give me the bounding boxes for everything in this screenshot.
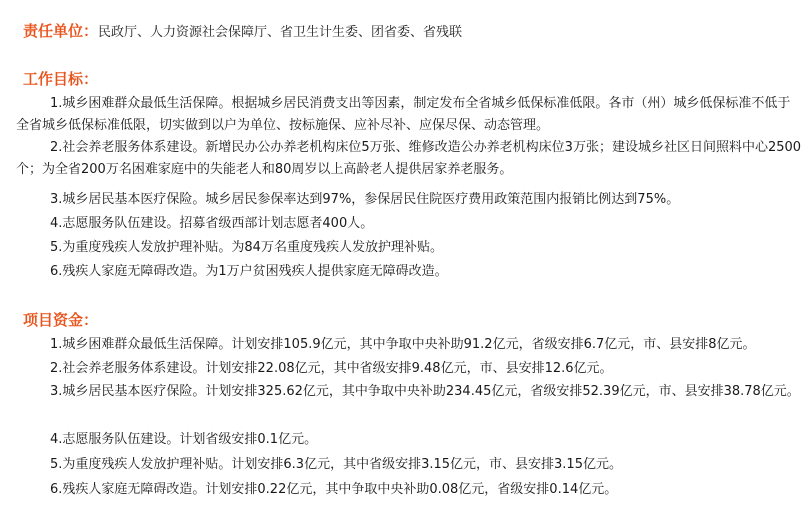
goals-heading: 工作目标： bbox=[23, 70, 99, 88]
fund-item bbox=[16, 381, 802, 403]
goals-heading-row bbox=[23, 69, 98, 90]
goal-item: 6.残疾人家庭无障碍改造。为1万户贫困残疾人提供家庭无障碍改造。 bbox=[50, 264, 448, 279]
fund-item: 4.志愿服务队伍建设。计划省级安排0.1亿元。 bbox=[50, 432, 318, 447]
fund-item: 5.为重度残疾人发放护理补贴。计划安排6.3亿元，其中省级安排3.15亿元，市、县安排3.15亿元。 bbox=[50, 457, 622, 472]
goal-item: 3.城乡居民基本医疗保险。城乡居民参保率达到97%，参保居民住院医疗费用政策范围内报销比例达到75%。 bbox=[50, 192, 680, 207]
funds-heading-row bbox=[23, 310, 98, 331]
funds-heading: 项目资金： bbox=[23, 311, 99, 329]
responsibility-row bbox=[23, 21, 462, 43]
fund-item: 6.残疾人家庭无障碍改造。计划安排0.22亿元，其中争取中央补助0.08亿元，省级安排0.14亿元。 bbox=[50, 482, 618, 497]
responsibility-heading: 责任单位： bbox=[23, 22, 99, 40]
responsibility-value: 民政厅、人力资源社会保障厅、省卫生计生委、团省委、省残联 bbox=[98, 25, 463, 40]
goal-item bbox=[16, 93, 802, 137]
fund-item: 1.城乡困难群众最低生活保障。计划安排105.9亿元，其中争取中央补助91.2亿元，省级安排6.7亿元，市、县安排8亿元。 bbox=[50, 337, 756, 352]
goal-item-text: 1.城乡困难群众最低生活保障。根据城乡居民消费支出等因素，制定发布全省城乡低保标准低限。各市（州）城乡低保标准不低于全省城乡低保标准低限，切实做到以户为单位、按标施保、应补尽补、应保尽保、动态管理。 bbox=[16, 96, 791, 133]
goal-item bbox=[16, 137, 802, 181]
goal-item: 5.为重度残疾人发放护理补贴。为84万名重度残疾人发放护理补贴。 bbox=[50, 240, 443, 255]
fund-item-text: 3.城乡居民基本医疗保险。计划安排325.62亿元，其中争取中央补助234.45亿元，省级安排52.39亿元，市、县安排38.78亿元。 bbox=[50, 384, 800, 399]
fund-item: 2.社会养老服务体系建设。计划安排22.08亿元，其中省级安排9.48亿元，市、县安排12.6亿元。 bbox=[50, 361, 613, 376]
goal-item-text: 2.社会养老服务体系建设。新增民办公办养老机构床位5万张、维修改造公办养老机构床位3万张；建设城乡社区日间照料中心2500个；为全省200万名困难家庭中的失能老人和80周岁以上高龄老人提供居家养老服务。 bbox=[16, 140, 802, 177]
goal-item: 4.志愿服务队伍建设。招募省级西部计划志愿者400人。 bbox=[50, 216, 374, 231]
